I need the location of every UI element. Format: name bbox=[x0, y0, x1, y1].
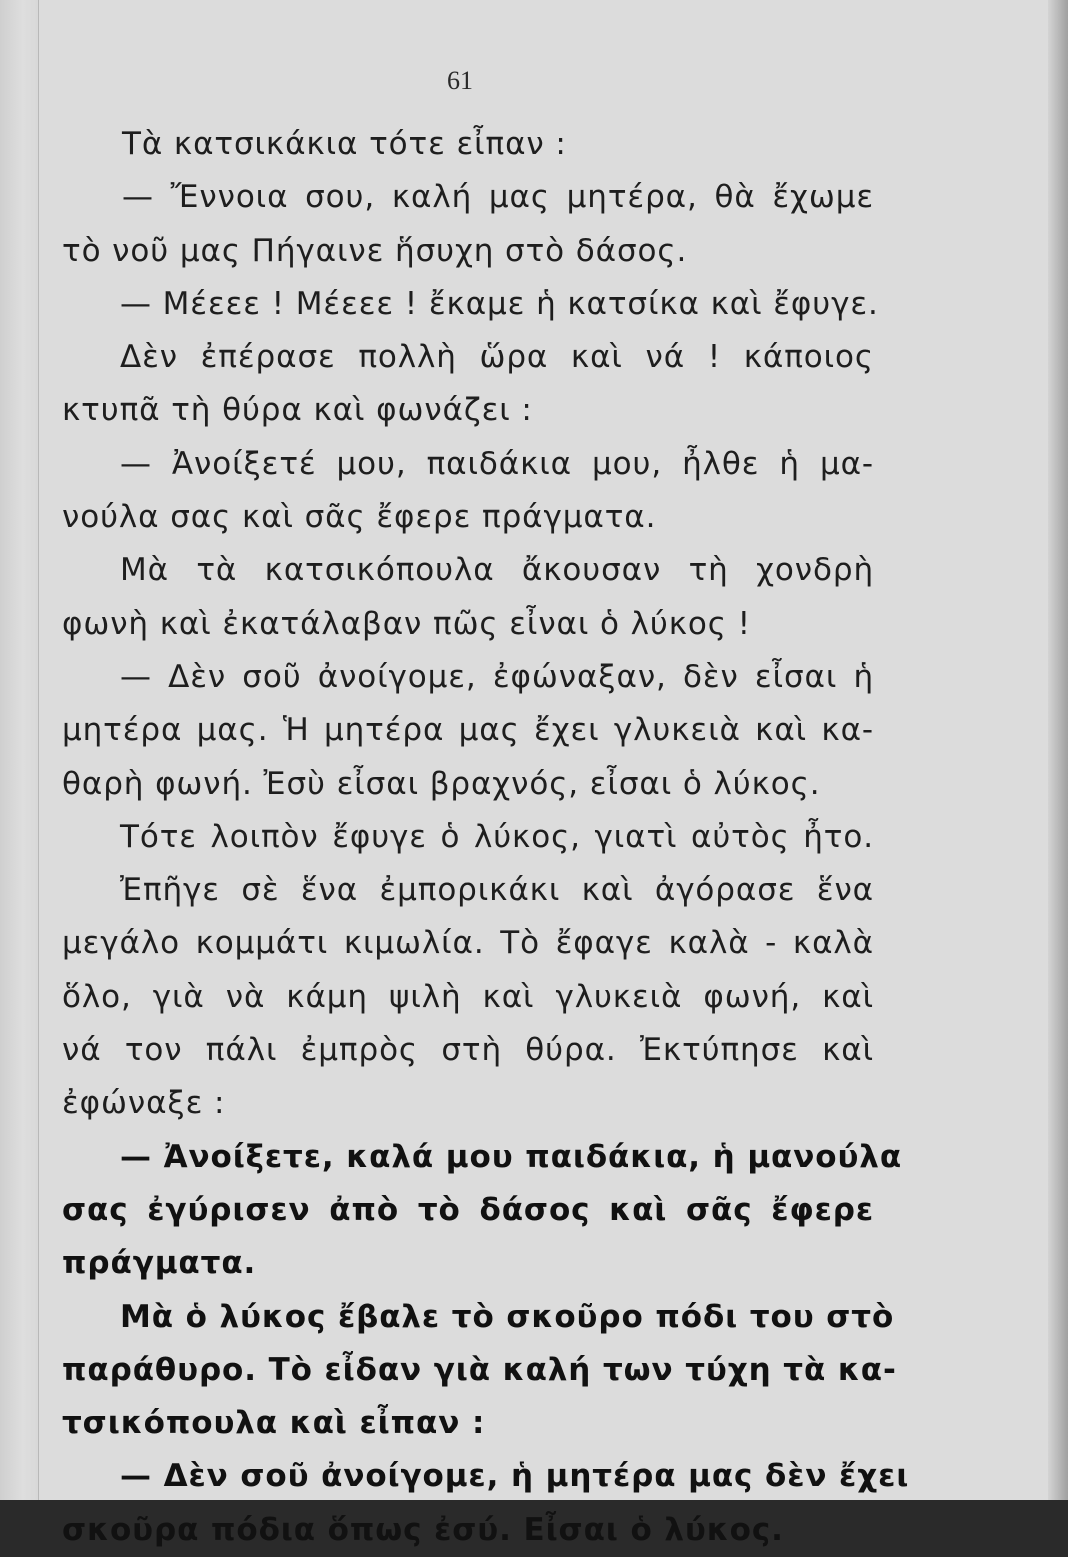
text-line: παράθυρο. Τὸ εἶδαν γιὰ καλή των τύχη τὰ κα- bbox=[62, 1351, 897, 1388]
text-line: θαρὴ φωνή. Ἐσὺ εἶσαι βραχνός, εἶσαι ὁ λύκος. bbox=[62, 765, 821, 802]
text-line: — Ἀνοίξετέ μου, παιδάκια μου, ἦλθε ἡ μα- bbox=[120, 445, 874, 482]
text-line: σκοῦρα πόδια ὅπως ἐσύ. Εἶσαι ὁ λύκος. bbox=[62, 1511, 784, 1548]
text-line: Τὰ κατσικάκια τότε εἶπαν : bbox=[122, 126, 567, 162]
text-line: ὅλο, γιὰ νὰ κάμη ψιλὴ καὶ γλυκειὰ φωνή, καὶ bbox=[62, 978, 874, 1015]
text-line: τσικόπουλα καὶ εἶπαν : bbox=[62, 1405, 486, 1442]
text-line: φωνὴ καὶ ἐκατάλαβαν πῶς εἶναι ὁ λύκος ! bbox=[62, 605, 751, 642]
body-text bbox=[62, 118, 910, 1557]
text-line: πράγματα. bbox=[62, 1245, 257, 1282]
page-edge-shadow bbox=[1048, 0, 1068, 1500]
text-line: μητέρα μας. Ἡ μητέρα μας ἔχει γλυκειὰ καὶ κα- bbox=[62, 712, 874, 749]
page-number: 61 bbox=[447, 66, 473, 95]
text-line: μεγάλο κομμάτι κιμωλία. Τὸ ἔφαγε καλὰ - καλὰ bbox=[62, 925, 874, 962]
text-line: — Ἔννοια σου, καλή μας μητέρα, θὰ ἔχωμε bbox=[122, 179, 874, 216]
text-line: Μὰ ὁ λύκος ἔβαλε τὸ σκοῦρο πόδι του στὸ bbox=[120, 1298, 895, 1335]
page-binding-edge bbox=[0, 0, 39, 1500]
text-line: Μὰ τὰ κατσικόπουλα ἄκουσαν τὴ χονδρὴ bbox=[120, 552, 874, 589]
text-line: — Δὲν σοῦ ἀνοίγομε, ἐφώναξαν, δὲν εἶσαι ἡ bbox=[120, 658, 874, 695]
text-line: Τότε λοιπὸν ἔφυγε ὁ λύκος, γιατὶ αὐτὸς ἦτο. bbox=[120, 818, 874, 855]
text-line: Ἐπῆγε σὲ ἕνα ἐμπορικάκι καὶ ἀγόρασε ἕνα bbox=[120, 872, 874, 909]
text-line: — Μέεεε ! Μέεεε ! ἔκαμε ἡ κατσίκα καὶ ἔφυγε. bbox=[120, 285, 879, 322]
text-line: Δὲν ἐπέρασε πολλὴ ὥρα καὶ νά ! κάποιος bbox=[120, 339, 874, 376]
text-line: νά τον πάλι ἐμπρὸς στὴ θύρα. Ἐκτύπησε καὶ bbox=[62, 1032, 874, 1069]
text-line: νούλα σας καὶ σᾶς ἔφερε πράγματα. bbox=[62, 499, 657, 536]
text-line: — Δὲν σοῦ ἀνοίγομε, ἡ μητέρα μας δὲν ἔχει bbox=[120, 1458, 910, 1495]
text-line: — Ἀνοίξετε, καλά μου παιδάκια, ἡ μανούλα bbox=[120, 1138, 903, 1175]
text-line: ἐφώναξε : bbox=[62, 1085, 226, 1122]
text-line: σας ἐγύρισεν ἀπὸ τὸ δάσος καὶ σᾶς ἔφερε bbox=[62, 1191, 874, 1228]
text-line: τὸ νοῦ μας Πήγαινε ἥσυχη στὸ δάσος. bbox=[62, 232, 688, 269]
text-line: κτυπᾶ τὴ θύρα καὶ φωνάζει : bbox=[62, 392, 533, 429]
